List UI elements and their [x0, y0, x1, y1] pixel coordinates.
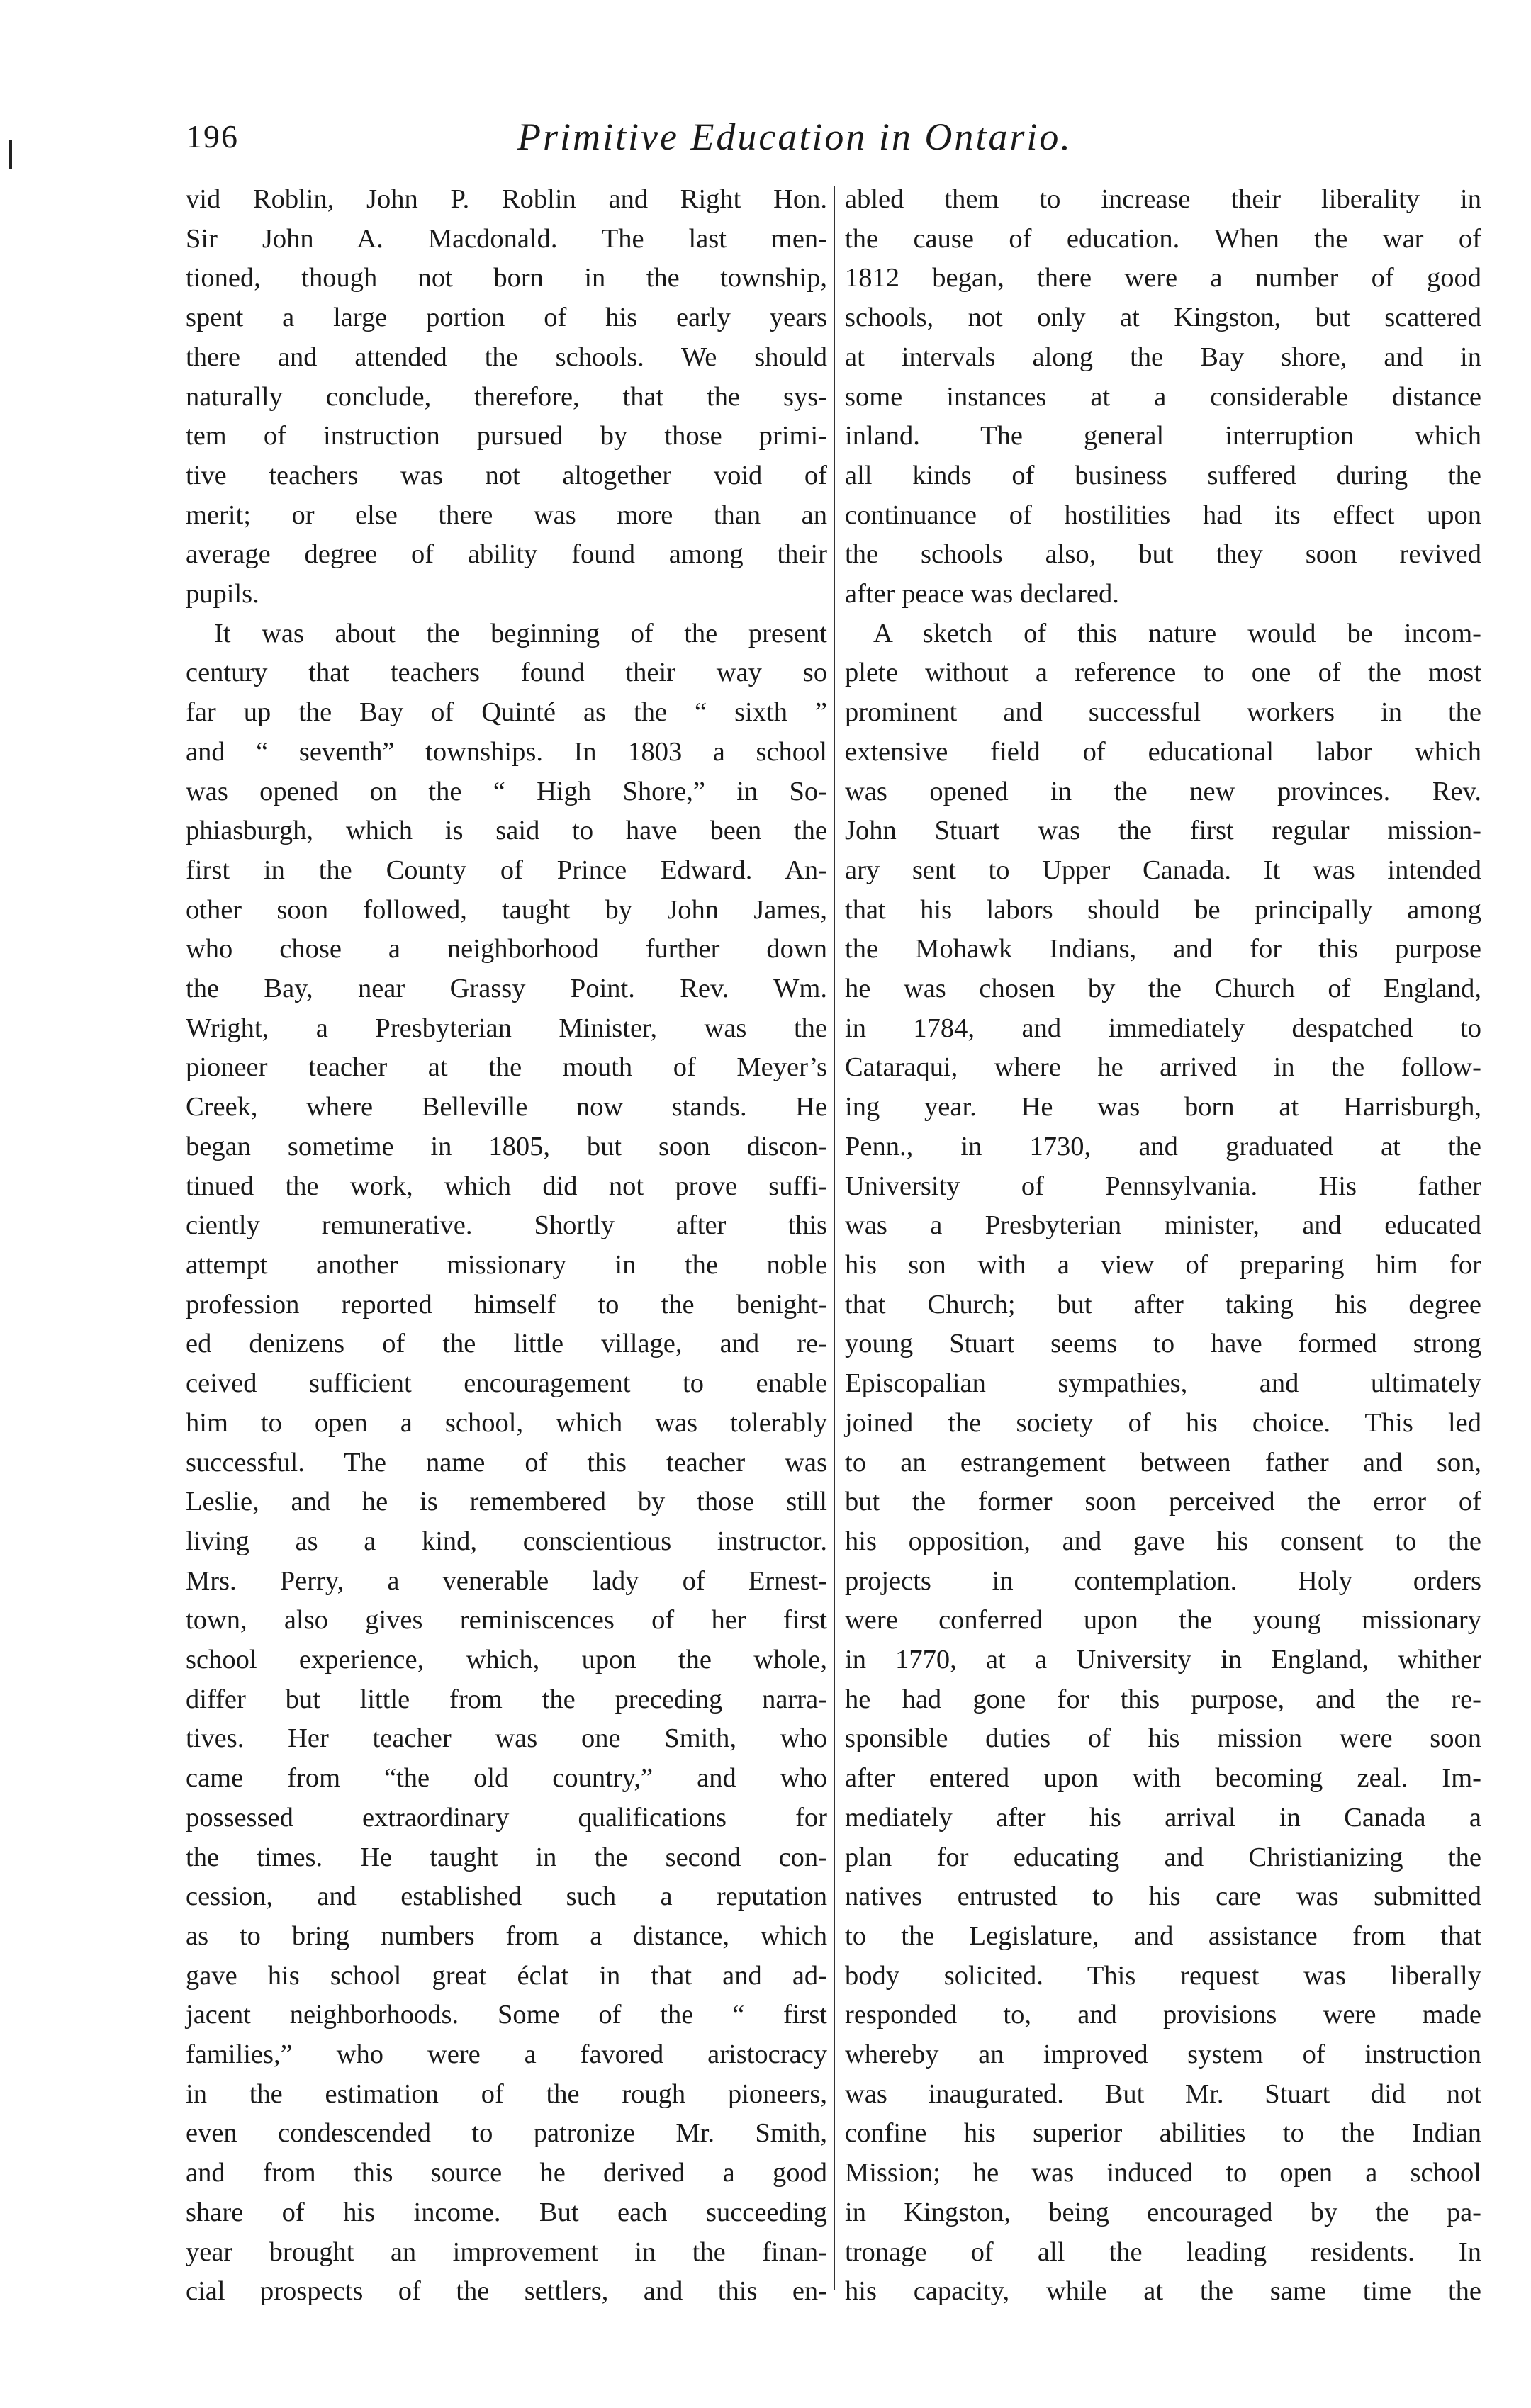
text-line: all kinds of business suffered during the: [845, 460, 1481, 490]
text-line: families,” who were a favored aristocracy: [186, 2040, 827, 2070]
text-line: jacent neighborhoods. Some of the “ first: [186, 2000, 827, 2030]
text-line: John Stuart was the first regular mission-: [845, 816, 1481, 846]
text-line: in 1770, at a University in England, whither: [845, 1645, 1481, 1675]
text-line: year brought an improvement in the finan-: [186, 2237, 827, 2267]
text-line: came from “the old country,” and who: [186, 1763, 827, 1794]
text-line: pioneer teacher at the mouth of Meyer’s: [186, 1052, 827, 1083]
right-text-column: [845, 180, 1481, 2312]
text-line: abled them to increase their liberality in: [845, 184, 1481, 214]
text-line: phiasburgh, which is said to have been the: [186, 816, 827, 846]
text-line: his capacity, while at the same time the: [845, 2276, 1481, 2307]
text-line: prominent and successful workers in the: [845, 697, 1481, 728]
text-line: sponsible duties of his mission were soon: [845, 1723, 1481, 1754]
text-line: continuance of hostilities had its effect upon: [845, 500, 1481, 530]
text-line: at intervals along the Bay shore, and in: [845, 342, 1481, 372]
page-number: 196: [186, 118, 239, 154]
text-line: University of Pennsylvania. His father: [845, 1171, 1481, 1201]
text-line: living as a kind, conscientious instructor.: [186, 1526, 827, 1556]
text-line: Cataraqui, where he arrived in the follow-: [845, 1052, 1481, 1083]
text-line: cession, and established such a reputation: [186, 1881, 827, 1912]
text-line: ceived sufficient encouragement to enable: [186, 1368, 827, 1399]
text-line: successful. The name of this teacher was: [186, 1447, 827, 1478]
text-line: gave his school great éclat in that and ad-: [186, 1960, 827, 1991]
text-line: there and attended the schools. We should: [186, 342, 827, 372]
text-line: share of his income. But each succeeding: [186, 2197, 827, 2227]
text-line: cial prospects of the settlers, and this en-: [186, 2276, 827, 2307]
text-line: schools, not only at Kingston, but scattered: [845, 303, 1481, 333]
text-line: tioned, though not born in the township,: [186, 263, 827, 293]
text-line: plete without a reference to one of the most: [845, 658, 1481, 688]
text-line: he was chosen by the Church of England,: [845, 974, 1481, 1004]
text-line: far up the Bay of Quinté as the “ sixth ”: [186, 697, 827, 728]
text-line: tives. Her teacher was one Smith, who: [186, 1723, 827, 1754]
text-line: inland. The general interruption which: [845, 421, 1481, 451]
text-line: the Bay, near Grassy Point. Rev. Wm.: [186, 974, 827, 1004]
text-line: after entered upon with becoming zeal. Im-: [845, 1763, 1481, 1794]
text-line: projects in contemplation. Holy orders: [845, 1565, 1481, 1596]
text-line: his son with a view of preparing him for: [845, 1249, 1481, 1280]
text-line: to an estrangement between father and son,: [845, 1447, 1481, 1478]
text-line: his opposition, and gave his consent to the: [845, 1526, 1481, 1556]
column-divider: [834, 186, 835, 2290]
text-line: 1812 began, there were a number of good: [845, 263, 1481, 293]
running-title: Primitive Education in Ontario.: [517, 116, 1072, 158]
text-line: in 1784, and immediately despatched to: [845, 1013, 1481, 1043]
text-line: whereby an improved system of instruction: [845, 2040, 1481, 2070]
text-line: merit; or else there was more than an: [186, 500, 827, 530]
text-line: Leslie, and he is remembered by those still: [186, 1487, 827, 1517]
text-line: Wright, a Presbyterian Minister, was the: [186, 1013, 827, 1043]
text-line: natives entrusted to his care was submitted: [845, 1881, 1481, 1912]
text-line: ing year. He was born at Harrisburgh,: [845, 1092, 1481, 1123]
text-line: were conferred upon the young missionary: [845, 1605, 1481, 1636]
text-line: Mission; he was induced to open a school: [845, 2158, 1481, 2188]
text-line: possessed extraordinary qualifications for: [186, 1802, 827, 1833]
text-line: some instances at a considerable distance: [845, 381, 1481, 412]
left-text-column: [186, 180, 827, 2312]
text-line: school experience, which, upon the whole,: [186, 1645, 827, 1675]
text-line: town, also gives reminiscences of her first: [186, 1605, 827, 1636]
text-line: in the estimation of the rough pioneers,: [186, 2078, 827, 2109]
text-line: who chose a neighborhood further down: [186, 934, 827, 964]
text-line: naturally conclude, therefore, that the sys-: [186, 381, 827, 412]
text-line: ed denizens of the little village, and re-: [186, 1329, 827, 1359]
text-line: ary sent to Upper Canada. It was intended: [845, 855, 1481, 885]
text-line: even condescended to patronize Mr. Smith,: [186, 2118, 827, 2149]
text-line: responded to, and provisions were made: [845, 2000, 1481, 2030]
text-line: the cause of education. When the war of: [845, 223, 1481, 254]
text-line: and from this source he derived a good: [186, 2158, 827, 2188]
text-line: ciently remunerative. Shortly after this: [186, 1210, 827, 1241]
text-line: tronage of all the leading residents. In: [845, 2237, 1481, 2267]
text-line: tive teachers was not altogether void of: [186, 460, 827, 490]
text-line: Episcopalian sympathies, and ultimately: [845, 1368, 1481, 1399]
text-line: he had gone for this purpose, and the re-: [845, 1684, 1481, 1714]
text-line: extensive field of educational labor which: [845, 736, 1481, 767]
text-line: attempt another missionary in the noble: [186, 1249, 827, 1280]
text-line: tem of instruction pursued by those primi-: [186, 421, 827, 451]
text-line: that Church; but after taking his degree: [845, 1289, 1481, 1320]
text-line: A sketch of this nature would be incom-: [873, 618, 1481, 648]
text-line: in Kingston, being encouraged by the pa-: [845, 2197, 1481, 2227]
text-line: plan for educating and Christianizing the: [845, 1842, 1481, 1872]
text-line: as to bring numbers from a distance, which: [186, 1920, 827, 1951]
text-line: spent a large portion of his early years: [186, 303, 827, 333]
text-line: tinued the work, which did not prove suffi-: [186, 1171, 827, 1201]
text-line: after peace was declared.: [845, 579, 1119, 609]
text-line: average degree of ability found among their: [186, 539, 827, 570]
text-line: was a Presbyterian minister, and educated: [845, 1210, 1481, 1241]
text-line: was opened on the “ High Shore,” in So-: [186, 776, 827, 806]
text-line: the schools also, but they soon revived: [845, 539, 1481, 570]
text-line: that his labors should be principally among: [845, 894, 1481, 925]
text-line: was inaugurated. But Mr. Stuart did not: [845, 2078, 1481, 2109]
text-line: other soon followed, taught by John James,: [186, 894, 827, 925]
text-line: vid Roblin, John P. Roblin and Right Hon.: [186, 184, 827, 214]
text-line: him to open a school, which was tolerably: [186, 1407, 827, 1438]
text-line: differ but little from the preceding narra-: [186, 1684, 827, 1714]
page-header: [0, 105, 1531, 169]
text-line: first in the County of Prince Edward. An-: [186, 855, 827, 885]
text-line: the times. He taught in the second con-: [186, 1842, 827, 1872]
text-line: profession reported himself to the benight-: [186, 1289, 827, 1320]
text-line: but the former soon perceived the error of: [845, 1487, 1481, 1517]
text-line: young Stuart seems to have formed strong: [845, 1329, 1481, 1359]
text-line: began sometime in 1805, but soon discon-: [186, 1131, 827, 1161]
text-line: was opened in the new provinces. Rev.: [845, 776, 1481, 806]
text-line: confine his superior abilities to the Indian: [845, 2118, 1481, 2149]
text-line: and “ seventh” townships. In 1803 a school: [186, 736, 827, 767]
text-line: to the Legislature, and assistance from that: [845, 1920, 1481, 1951]
text-line: century that teachers found their way so: [186, 658, 827, 688]
text-line: joined the society of his choice. This led: [845, 1407, 1481, 1438]
text-line: Creek, where Belleville now stands. He: [186, 1092, 827, 1123]
text-line: Mrs. Perry, a venerable lady of Ernest-: [186, 1565, 827, 1596]
text-line: It was about the beginning of the present: [214, 618, 827, 648]
text-line: pupils.: [186, 579, 259, 609]
text-line: the Mohawk Indians, and for this purpose: [845, 934, 1481, 964]
text-line: Sir John A. Macdonald. The last men-: [186, 223, 827, 254]
text-line: Penn., in 1730, and graduated at the: [845, 1131, 1481, 1161]
text-line: body solicited. This request was liberally: [845, 1960, 1481, 1991]
text-line: mediately after his arrival in Canada a: [845, 1802, 1481, 1833]
